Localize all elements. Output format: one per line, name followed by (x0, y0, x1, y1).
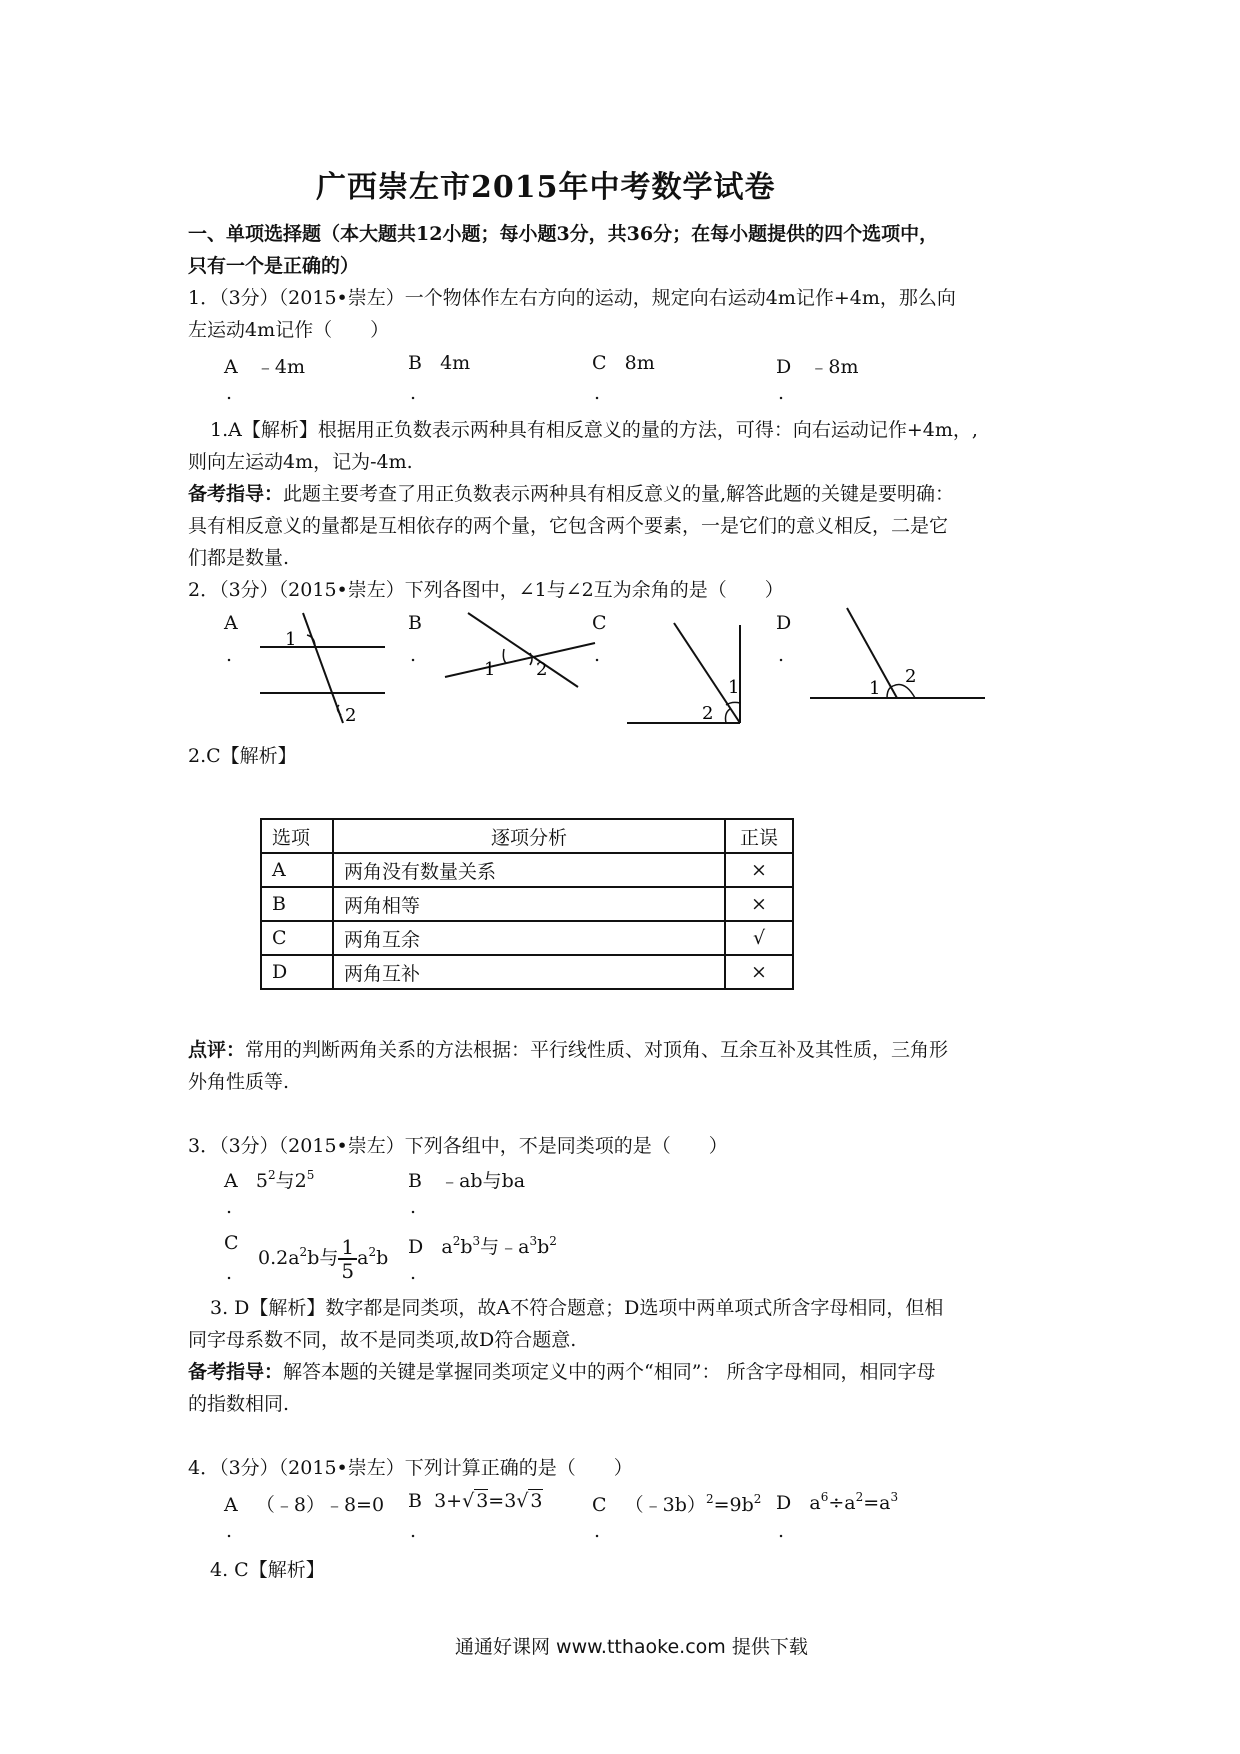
option-dot: . (594, 1520, 601, 1542)
option-dot: . (226, 644, 233, 666)
option-letter: C (592, 352, 607, 374)
table-cell: D (261, 955, 333, 989)
guide-text: 此题主要考查了用正负数表示两种具有相反意义的量,解答此题的关键是要明确： (283, 483, 955, 505)
option-dot: . (410, 644, 417, 666)
q3-option-b (408, 1166, 525, 1193)
q1-stem-line2: 左运动4m记作（ ） (188, 319, 390, 341)
option-letter: C (592, 1494, 607, 1516)
q3-stem: 3．（3分）（2015•崇左）下列各组中，不是同类项的是（ ） (188, 1135, 728, 1157)
q1-guide-line2: 具有相反意义的量都是互相依存的两个量，它包含两个要素，一是它们的意义相反，二是它 (188, 515, 949, 537)
table-cell: 两角没有数量关系 (333, 853, 725, 887)
q2-option-a-letter: A (224, 612, 238, 634)
option-text: 8m (624, 352, 655, 374)
q1-stem-line1: 1．（3分）（2015•崇左）一个物体作左右方向的运动，规定向右运动4m记作+4m，那么向 (188, 287, 956, 309)
q3-option-c-letter: C (224, 1232, 239, 1254)
q3-option-d: D $a^2b^3$与$﹣a^3b^2$ (408, 1234, 557, 1258)
q1-option-a (224, 352, 305, 379)
option-letter: A (224, 356, 238, 378)
option-dot: . (226, 1196, 233, 1218)
q2-option-d-letter: D (776, 612, 792, 634)
option-c-mid: 与 (319, 1247, 339, 1269)
option-letter: B (408, 352, 422, 374)
option-b-pre: 3+ (434, 1490, 463, 1512)
option-letter: D (776, 1492, 792, 1514)
option-dot: . (410, 1196, 417, 1218)
table-cell: 两角互余 (333, 921, 725, 955)
option-dot: . (410, 1262, 417, 1284)
option-b-mid: =3 (488, 1490, 517, 1512)
option-dot: . (594, 382, 601, 404)
q2-option-c-letter: C (592, 612, 607, 634)
q3-analysis-line2: 同字母系数不同，故不是同类项,故D符合题意. (188, 1329, 577, 1351)
table-row (261, 853, 793, 887)
table-cell: √ (725, 921, 793, 955)
option-text: ﹣4m (255, 356, 305, 378)
q3-option-c: $0.2a^2b$与 $\frac{1}{5}$ $a^2b$ (258, 1235, 389, 1283)
page-title: 广西崇左市2015年中考数学试卷 (316, 170, 776, 205)
q1-guide-line1 (188, 478, 954, 510)
option-dot: . (778, 1520, 785, 1542)
section-heading-line1: 一、单项选择题（本大题共12小题；每小题3分，共36分；在每小题提供的四个选项中， (188, 223, 939, 245)
page-footer: 通通好课网 www.tthaoke.com 提供下载 (455, 1636, 808, 1658)
option-letter: A (224, 1494, 238, 1516)
option-letter: B (408, 1170, 422, 1192)
option-text: ﹣8m (809, 356, 859, 378)
option-c-pre: （﹣3b） (624, 1494, 706, 1516)
option-text: 与 (275, 1170, 295, 1192)
option-dot: . (778, 382, 785, 404)
fraction-denominator: 5 (341, 1259, 355, 1283)
option-d-mid: 与﹣ (480, 1236, 519, 1258)
q4-option-a (224, 1490, 384, 1517)
angle-label-1: 1 (484, 659, 496, 680)
q1-analysis-line1: 1.A【解析】根据用正负数表示两种具有相反意义的量的方法，可得：向右运动记作+4m，, (210, 419, 978, 441)
q3-guide-line2: 的指数相同. (188, 1393, 290, 1415)
option-c-coef: 0.2 (258, 1247, 289, 1269)
q4-option-b: B 3+√ 3=3√ 3 (408, 1490, 543, 1512)
q4-stem: 4．（3分）（2015•崇左）下列计算正确的是（ ） (188, 1457, 633, 1479)
table-header-cell: 逐项分析 (333, 819, 725, 853)
q1-option-d (776, 352, 858, 379)
q2-option-b-letter: B (408, 612, 422, 634)
angle-label-1: 1 (285, 629, 297, 650)
table-header-row (261, 819, 793, 853)
q2-comment-line1 (188, 1034, 948, 1066)
option-dot: . (226, 1262, 233, 1284)
angle-label-1: 1 (728, 677, 740, 698)
sqrt-radicand: 3 (476, 1490, 489, 1512)
table-cell: 两角相等 (333, 887, 725, 921)
q2-comment-line2: 外角性质等. (188, 1071, 290, 1093)
fraction-numerator: 1 (338, 1236, 357, 1260)
q1-option-c (592, 352, 655, 374)
option-dot: . (226, 1520, 233, 1542)
guide-label: 备考指导： (188, 483, 284, 505)
table-row (261, 921, 793, 955)
q1-analysis-line2: 则向左运动4m，记为-4m. (188, 451, 413, 473)
option-text: （﹣8）﹣8=0 (255, 1494, 385, 1516)
q4-analysis: 4. C【解析】 (210, 1559, 325, 1581)
q2-stem: 2．（3分）（2015•崇左）下列各图中，∠1与∠2互为余角的是（ ） (188, 579, 784, 601)
analysis-table (260, 818, 794, 990)
angle-label-2: 2 (536, 659, 548, 680)
table-cell: × (725, 955, 793, 989)
option-letter: D (776, 356, 792, 378)
guide-label: 备考指导： (188, 1361, 284, 1383)
q1-guide-line3: 们都是数量. (188, 547, 290, 569)
option-c-post: =9b (713, 1494, 754, 1516)
option-letter: D (408, 1236, 424, 1258)
option-letter: B (408, 1490, 422, 1512)
table-header-cell: 选项 (261, 819, 333, 853)
table-cell: × (725, 887, 793, 921)
option-dot: . (410, 1520, 417, 1542)
q3-guide-line1 (188, 1356, 935, 1388)
section-heading-line2: 只有一个是正确的） (188, 255, 360, 277)
sqrt-radicand: 3 (530, 1490, 543, 1512)
comment-text: 常用的判断两角关系的方法根据：平行线性质、对顶角、互余互补及其性质，三角形 (245, 1039, 949, 1061)
angle-label-2: 2 (905, 666, 917, 687)
table-header-cell: 正误 (725, 819, 793, 853)
option-letter: A (224, 1170, 238, 1192)
option-text: 4m (440, 352, 471, 374)
q1-option-b (408, 352, 470, 374)
angle-label-2: 2 (702, 703, 714, 724)
figure-c-right-angle (622, 615, 752, 730)
figure-d-straight-angle (805, 602, 995, 702)
q4-option-d: D $a^6\div a^2=a^3$ (776, 1490, 899, 1514)
figure-b-vertical-angles (440, 605, 600, 695)
table-cell: 两角互补 (333, 955, 725, 989)
q3-analysis-line1: 3. D【解析】数字都是同类项，故A不符合题意；D选项中两单项式所含字母相同，但相 (210, 1297, 944, 1319)
option-text: ﹣ab与ba (440, 1170, 526, 1192)
q4-option-c: C $(﹣3b)^2=9b^2$ (592, 1492, 762, 1516)
angle-label-2: 2 (345, 705, 357, 725)
q3-option-a: A $5^2$与$2^5$ (224, 1168, 315, 1192)
table-cell: × (725, 853, 793, 887)
option-dot: . (410, 382, 417, 404)
angle-label-1: 1 (869, 678, 881, 699)
q2-analysis: 2.C【解析】 (188, 745, 297, 767)
option-dot: . (594, 644, 601, 666)
guide-text: 解答本题的关键是掌握同类项定义中的两个“相同”： 所含字母相同，相同字母 (283, 1361, 936, 1383)
comment-label: 点评： (188, 1039, 246, 1061)
option-dot: . (778, 644, 785, 666)
figure-a-parallel-lines (255, 605, 395, 725)
table-cell: C (261, 921, 333, 955)
table-row (261, 887, 793, 921)
table-row (261, 955, 793, 989)
fraction-one-fifth (338, 1236, 357, 1282)
table-cell: B (261, 887, 333, 921)
table-cell: A (261, 853, 333, 887)
option-dot: . (226, 382, 233, 404)
